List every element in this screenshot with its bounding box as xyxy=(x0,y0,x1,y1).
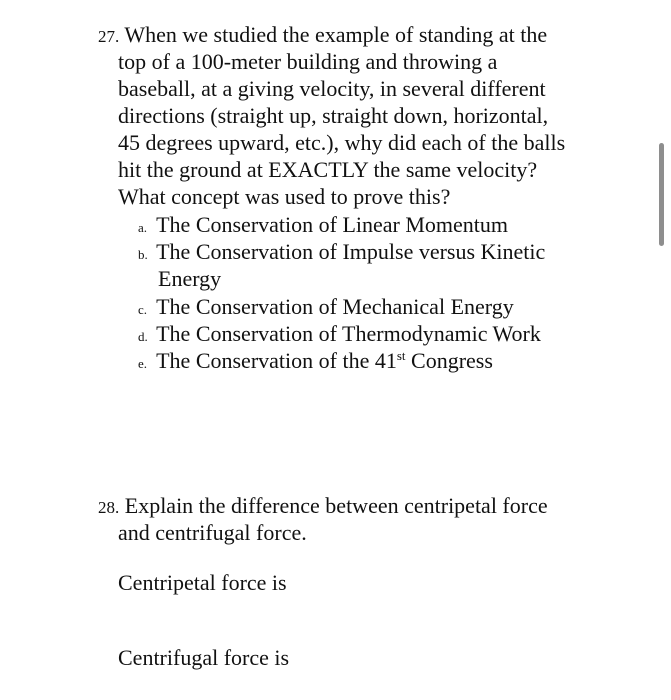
option-a-text: The Conservation of Linear Momentum xyxy=(156,212,509,237)
option-d-text: The Conservation of Thermodynamic Work xyxy=(156,321,541,346)
question-27-line-7: What concept was used to prove this? xyxy=(118,184,451,209)
option-b xyxy=(138,238,545,268)
option-b-text: The Conservation of Impulse versus Kinetic xyxy=(156,239,546,264)
superscript-st: st xyxy=(396,348,406,363)
question-28-line-2: and centrifugal force. xyxy=(118,520,307,545)
option-d-letter: d. xyxy=(138,329,148,344)
question-27-line-4: directions (straight up, straight down, horizontal, xyxy=(118,103,549,128)
question-27-line-3: baseball, at a giving velocity, in several different xyxy=(118,76,546,101)
centrifugal-prompt: Centrifugal force is xyxy=(118,645,290,670)
option-d xyxy=(138,320,541,350)
option-b-continuation: Energy xyxy=(158,266,222,291)
option-c-text: The Conservation of Mechanical Energy xyxy=(156,294,514,319)
question-27-line-6: hit the ground at EXACTLY the same velocity? xyxy=(118,157,538,182)
question-27-line-1: 27. When we studied the example of standing at the xyxy=(98,22,548,47)
question-27-number: 27. xyxy=(98,27,120,46)
option-e-text: The Conservation of the 41st Congress xyxy=(156,348,493,373)
question-27-line-5: 45 degrees upward, etc.), why did each of the balls xyxy=(118,130,566,155)
question-28-line-1: 28. Explain the difference between centripetal force xyxy=(98,493,548,518)
option-b-letter: b. xyxy=(138,247,148,262)
question-27-line-2: top of a 100-meter building and throwing a xyxy=(118,49,498,74)
option-e xyxy=(138,347,493,377)
question-28-number: 28. xyxy=(98,498,120,517)
centripetal-prompt: Centripetal force is xyxy=(118,570,287,595)
option-e-letter: e. xyxy=(138,356,148,371)
option-a-letter: a. xyxy=(138,220,148,235)
option-a xyxy=(138,211,508,241)
scrollbar[interactable] xyxy=(659,143,664,246)
option-c-letter: c. xyxy=(138,302,148,317)
option-c xyxy=(138,293,514,323)
